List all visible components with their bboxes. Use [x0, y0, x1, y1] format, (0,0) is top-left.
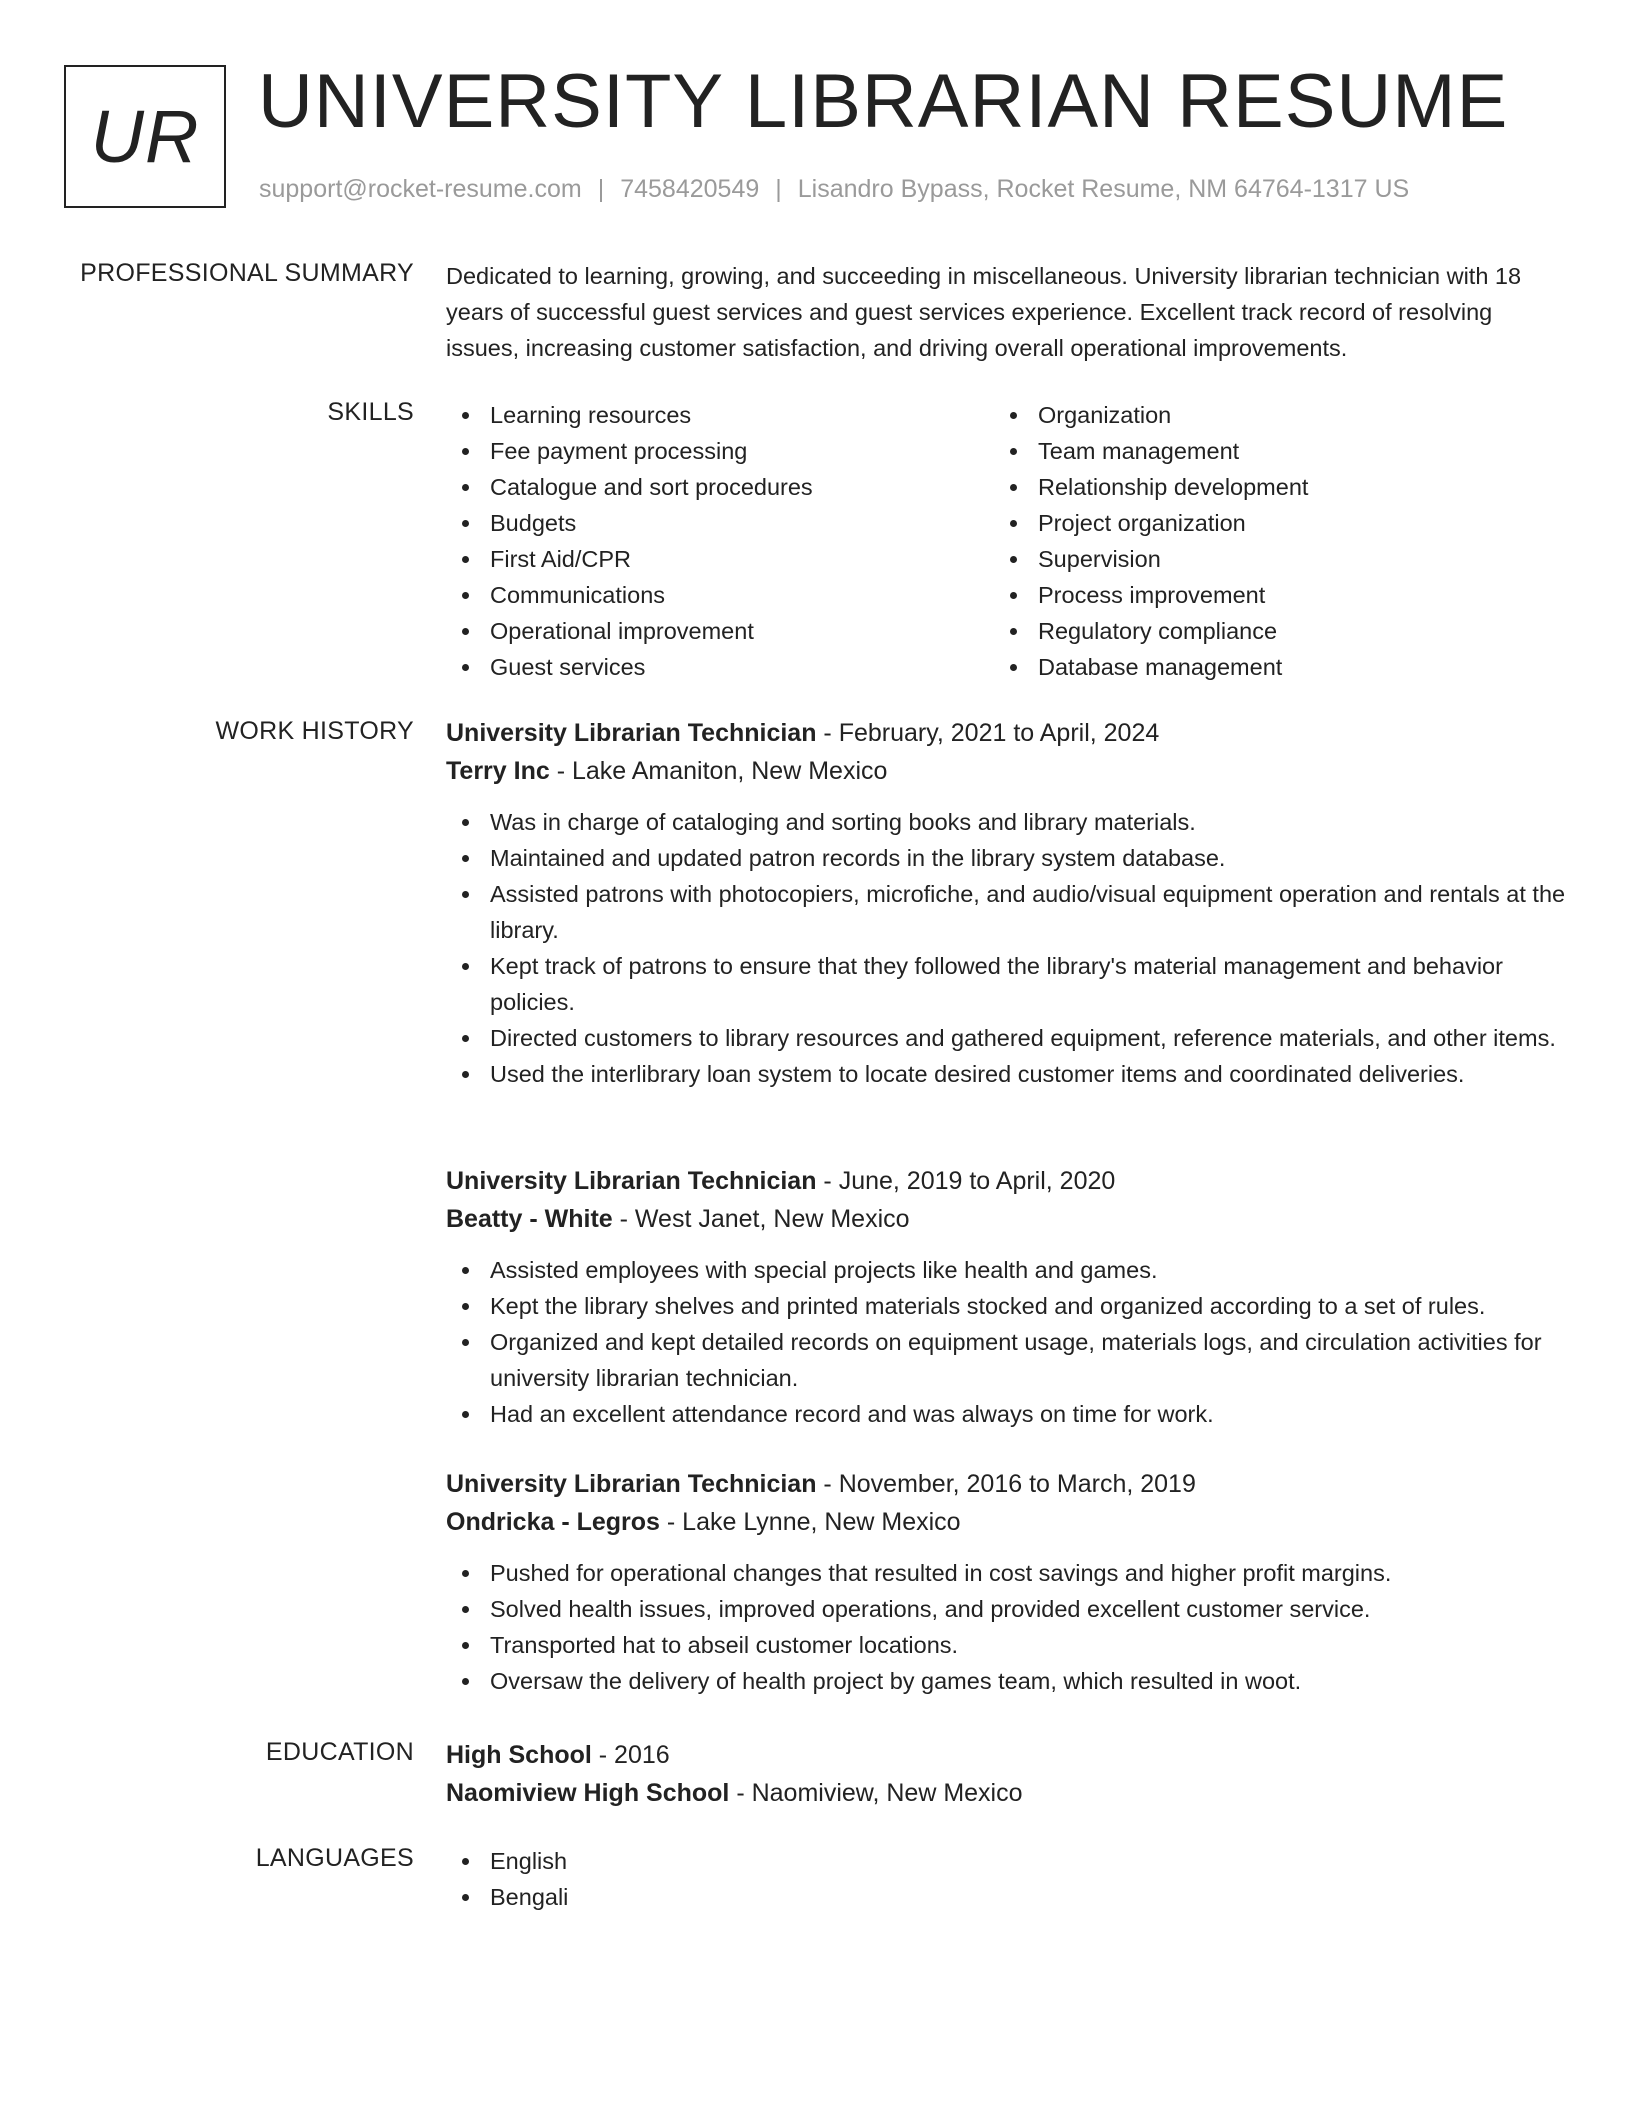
job-body: [446, 1465, 1566, 1699]
skills-list-right: [994, 397, 1542, 685]
skill-item: Relationship development: [994, 469, 1542, 505]
job-location: - Lake Lynne, New Mexico: [659, 1508, 961, 1536]
education-school-line: [446, 1774, 1566, 1812]
summary-text: Dedicated to learning, growing, and succeeding in miscellaneous. University librarian technician with 18 years of successful guest services and guest services experience. Excellent track record of resolving issues, increasing customer satisfaction, and driving overall operational improvements.: [446, 263, 1522, 361]
skill-item: Catalogue and sort procedures: [446, 469, 994, 505]
languages-body: [446, 1843, 1566, 1915]
skill-item: Budgets: [446, 505, 994, 541]
skill-item: First Aid/CPR: [446, 541, 994, 577]
job-title: University Librarian Technician: [446, 719, 817, 747]
job-title-line: [446, 714, 1566, 752]
skill-item: Supervision: [994, 541, 1542, 577]
job-title-line: [446, 1162, 1566, 1200]
job-duties: [446, 1252, 1566, 1432]
job-duty: Assisted patrons with photocopiers, microfiche, and audio/visual equipment operation and rentals at the library.: [446, 876, 1566, 948]
job-dates: - February, 2021 to April, 2024: [816, 719, 1160, 747]
job-company-line: [446, 1503, 1566, 1541]
skill-item: Learning resources: [446, 397, 994, 433]
job-location: - West Janet, New Mexico: [612, 1205, 910, 1233]
education-degree-line: [446, 1736, 1566, 1774]
skill-item: Guest services: [446, 649, 994, 685]
skill-item: Regulatory compliance: [994, 613, 1542, 649]
job-duty: Had an excellent attendance record and was always on time for work.: [446, 1396, 1566, 1432]
job-company: Terry Inc: [446, 757, 550, 785]
job-duty: Was in charge of cataloging and sorting books and library materials.: [446, 804, 1566, 840]
skill-item: Database management: [994, 649, 1542, 685]
job-duty: Maintained and updated patron records in the library system database.: [446, 840, 1566, 876]
skills-body: [446, 397, 1566, 685]
job-duty: Organized and kept detailed records on equipment usage, materials logs, and circulation activities for university librarian technician.: [446, 1324, 1566, 1396]
job-duty: Kept track of patrons to ensure that they followed the library's material management and behavior policies.: [446, 948, 1566, 1020]
skill-item: Fee payment processing: [446, 433, 994, 469]
job-dates: - June, 2019 to April, 2020: [816, 1167, 1116, 1195]
job-company-line: [446, 752, 1566, 790]
monogram-text: UR: [90, 95, 200, 178]
job-duty: Used the interlibrary loan system to locate desired customer items and coordinated deliveries.: [446, 1056, 1566, 1092]
education-location: - Naomiview, New Mexico: [729, 1779, 1023, 1807]
education-school: Naomiview High School: [446, 1779, 730, 1807]
contact-separator: |: [597, 175, 605, 203]
job-duties: [446, 804, 1566, 1092]
job-title: University Librarian Technician: [446, 1470, 817, 1498]
contact-address: Lisandro Bypass, Rocket Resume, NM 64764-1317 US: [797, 175, 1410, 203]
skills-heading: SKILLS: [327, 398, 414, 426]
job-duty: Kept the library shelves and printed materials stocked and organized according to a set of rules.: [446, 1288, 1566, 1324]
contact-email: support@rocket-resume.com: [259, 175, 582, 203]
language-item: English: [446, 1843, 1566, 1879]
skills-list-left: [446, 397, 994, 685]
education-body: [446, 1736, 1566, 1812]
contact-separator: |: [775, 175, 782, 203]
skill-item: Process improvement: [994, 577, 1542, 613]
contact-phone: 7458420549: [620, 175, 760, 203]
summary-body: [446, 258, 1566, 366]
skill-item: Communications: [446, 577, 994, 613]
languages-heading: LANGUAGES: [255, 1844, 414, 1872]
job-title-line: [446, 1465, 1566, 1503]
page-title: UNIVERSITY LIBRARIAN RESUME: [258, 59, 1509, 144]
languages-list: [446, 1843, 1566, 1915]
job-title: University Librarian Technician: [446, 1167, 817, 1195]
skill-item: Team management: [994, 433, 1542, 469]
job-company-line: [446, 1200, 1566, 1238]
skill-item: Project organization: [994, 505, 1542, 541]
job-duty: Directed customers to library resources and gathered equipment, reference materials, and other items.: [446, 1020, 1566, 1056]
education-year: - 2016: [591, 1741, 670, 1769]
job-company: Ondricka - Legros: [446, 1508, 660, 1536]
job-duties: [446, 1555, 1566, 1699]
job-duty: Oversaw the delivery of health project by games team, which resulted in woot.: [446, 1663, 1566, 1699]
job-dates: - November, 2016 to March, 2019: [816, 1470, 1196, 1498]
skill-item: Operational improvement: [446, 613, 994, 649]
job-duty: Solved health issues, improved operations, and provided excellent customer service.: [446, 1591, 1566, 1627]
contact-line: [259, 175, 1409, 204]
work-history-heading: WORK HISTORY: [215, 717, 414, 745]
skill-item: Organization: [994, 397, 1542, 433]
job-duty: Transported hat to abseil customer locations.: [446, 1627, 1566, 1663]
monogram-badge: [64, 65, 226, 208]
job-duty: Pushed for operational changes that resulted in cost savings and higher profit margins.: [446, 1555, 1566, 1591]
job-duty: Assisted employees with special projects like health and games.: [446, 1252, 1566, 1288]
job-company: Beatty - White: [446, 1205, 613, 1233]
job-body: [446, 714, 1566, 1092]
language-item: Bengali: [446, 1879, 1566, 1915]
education-degree: High School: [446, 1741, 592, 1769]
education-heading: EDUCATION: [265, 1738, 414, 1766]
job-body: [446, 1162, 1566, 1432]
summary-heading: PROFESSIONAL SUMMARY: [80, 259, 414, 287]
job-location: - Lake Amaniton, New Mexico: [549, 757, 888, 785]
